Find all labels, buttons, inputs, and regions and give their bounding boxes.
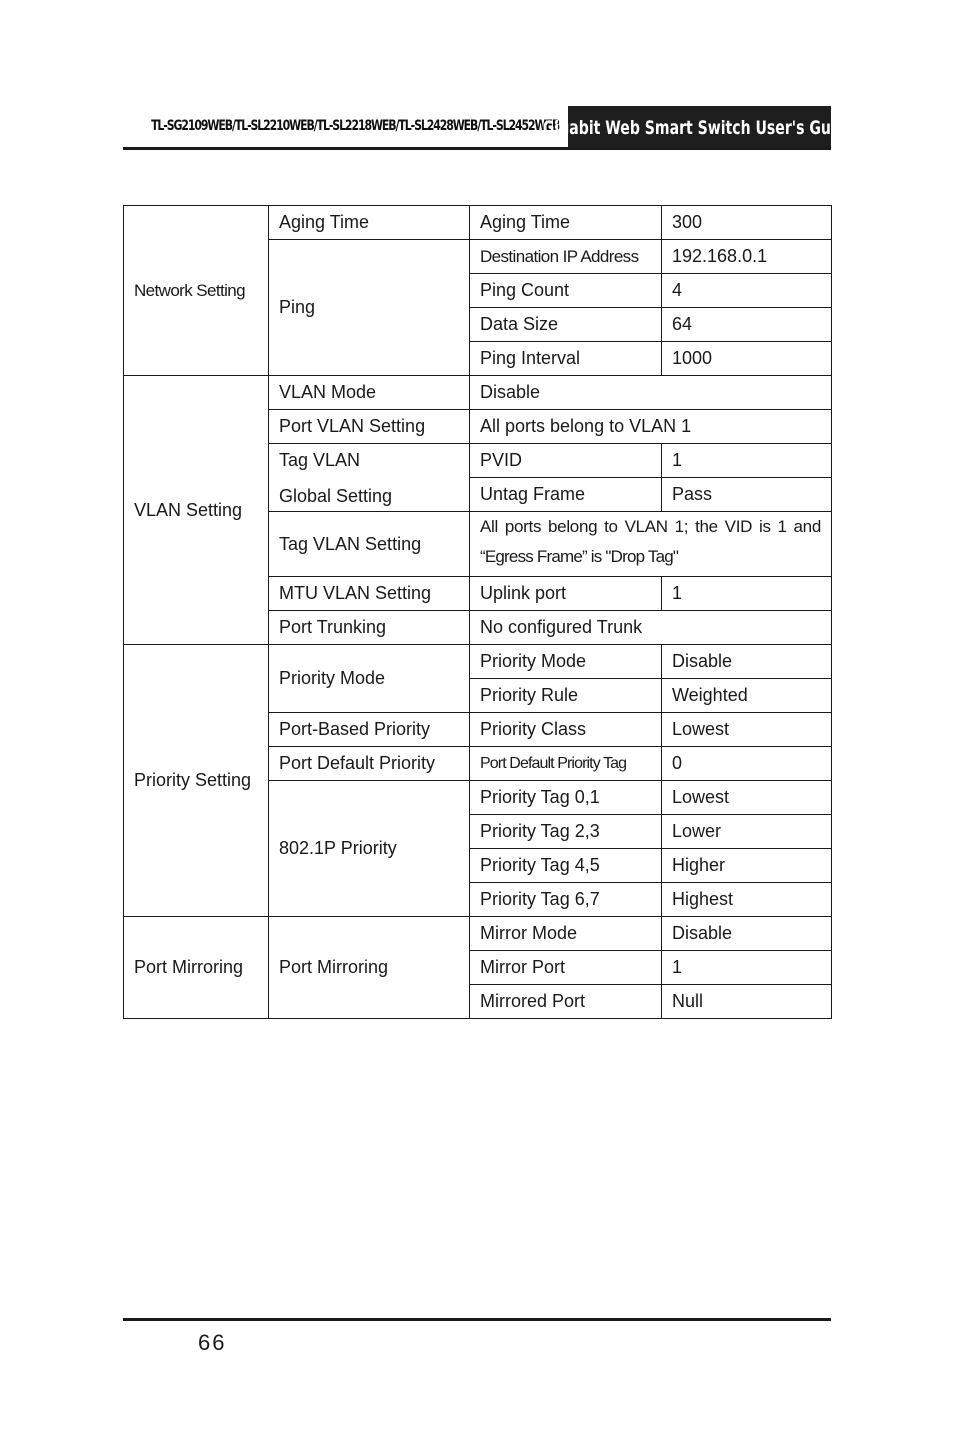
param-port-default-priority-tag: Port Default Priority Tag	[470, 747, 662, 781]
value-vlan-mode: Disable	[470, 376, 832, 410]
group-port-trunking: Port Trunking	[269, 611, 470, 645]
value-port-trunking: No configured Trunk	[470, 611, 832, 645]
header-model-list: TL-SG2109WEB/TL-SL2210WEB/TL-SL2218WEB/TL-SL2428WEB/TL-SL2452WEB	[151, 118, 559, 134]
param-aging-time: Aging Time	[470, 206, 662, 240]
param-untag-frame: Untag Frame	[470, 478, 662, 512]
value-priority-class: Lowest	[662, 713, 832, 747]
value-ping-count: 4	[662, 274, 832, 308]
page-number: 66	[198, 1330, 227, 1355]
default-settings-table	[123, 205, 832, 1019]
param-mirrored-port: Mirrored Port	[470, 985, 662, 1019]
param-uplink-port: Uplink port	[470, 577, 662, 611]
param-priority-rule: Priority Rule	[470, 679, 662, 713]
value-priority-mode: Disable	[662, 645, 832, 679]
table-row	[124, 645, 832, 679]
param-destination-ip: Destination IP Address	[470, 240, 662, 274]
table-row	[124, 376, 832, 410]
page-header	[123, 106, 856, 150]
param-mirror-port: Mirror Port	[470, 951, 662, 985]
tag-vlan-setting-line1: All ports belong to VLAN 1; the VID is 1 and	[480, 517, 821, 536]
feature-vlan-mode: VLAN Mode	[269, 376, 470, 410]
value-port-vlan-setting: All ports belong to VLAN 1	[470, 410, 832, 444]
param-priority-tag-01: Priority Tag 0,1	[470, 781, 662, 815]
group-network-setting: Network Setting	[124, 206, 269, 376]
param-priority-class: Priority Class	[470, 713, 662, 747]
feature-port-mirroring: Port Mirroring	[269, 917, 470, 1019]
feature-ping: Ping	[269, 240, 470, 376]
footer-rule	[123, 1318, 831, 1321]
feature-tag-vlan-global	[269, 444, 470, 512]
value-uplink-port: 1	[662, 577, 832, 611]
tag-vlan-global-line2: Global Setting	[279, 485, 393, 506]
value-mirror-port: 1	[662, 951, 832, 985]
feature-priority-mode: Priority Mode	[269, 645, 470, 713]
feature-8021p-priority: 802.1P Priority	[269, 781, 470, 917]
value-destination-ip: 192.168.0.1	[662, 240, 832, 274]
value-aging-time: 300	[662, 206, 832, 240]
tag-vlan-setting-line2: “Egress Frame” is "Drop Tag"	[480, 547, 679, 566]
param-priority-tag-45: Priority Tag 4,5	[470, 849, 662, 883]
param-priority-tag-67: Priority Tag 6,7	[470, 883, 662, 917]
value-priority-tag-45: Higher	[662, 849, 832, 883]
value-priority-tag-23: Lower	[662, 815, 832, 849]
value-mirrored-port: Null	[662, 985, 832, 1019]
param-data-size: Data Size	[470, 308, 662, 342]
param-priority-mode: Priority Mode	[470, 645, 662, 679]
feature-aging-time: Aging Time	[269, 206, 470, 240]
feature-mtu-vlan-setting: MTU VLAN Setting	[269, 577, 470, 611]
value-tag-vlan-setting	[470, 512, 832, 577]
header-guide-badge	[543, 106, 856, 150]
value-priority-tag-67: Highest	[662, 883, 832, 917]
header-rule	[123, 147, 831, 150]
param-ping-interval: Ping Interval	[470, 342, 662, 376]
value-data-size: 64	[662, 308, 832, 342]
value-port-default-priority-tag: 0	[662, 747, 832, 781]
value-untag-frame: Pass	[662, 478, 832, 512]
tag-vlan-global-line1: Tag VLAN	[279, 449, 361, 470]
feature-port-vlan-setting: Port VLAN Setting	[269, 410, 470, 444]
param-pvid: PVID	[470, 444, 662, 478]
group-priority-setting: Priority Setting	[124, 645, 269, 917]
tag-vlan-global-label	[279, 449, 459, 507]
table-row	[124, 917, 832, 951]
feature-tag-vlan-setting: Tag VLAN Setting	[269, 512, 470, 577]
feature-port-based-priority: Port-Based Priority	[269, 713, 470, 747]
value-pvid: 1	[662, 444, 832, 478]
header-guide-title: Gigabit Web Smart Switch User's Guide	[543, 117, 856, 139]
param-priority-tag-23: Priority Tag 2,3	[470, 815, 662, 849]
feature-port-default-priority: Port Default Priority	[269, 747, 470, 781]
param-mirror-mode: Mirror Mode	[470, 917, 662, 951]
value-mirror-mode: Disable	[662, 917, 832, 951]
param-ping-count: Ping Count	[470, 274, 662, 308]
value-priority-tag-01: Lowest	[662, 781, 832, 815]
value-ping-interval: 1000	[662, 342, 832, 376]
value-priority-rule: Weighted	[662, 679, 832, 713]
group-port-mirroring: Port Mirroring	[124, 917, 269, 1019]
table-row	[124, 206, 832, 240]
group-vlan-setting: VLAN Setting	[124, 376, 269, 645]
